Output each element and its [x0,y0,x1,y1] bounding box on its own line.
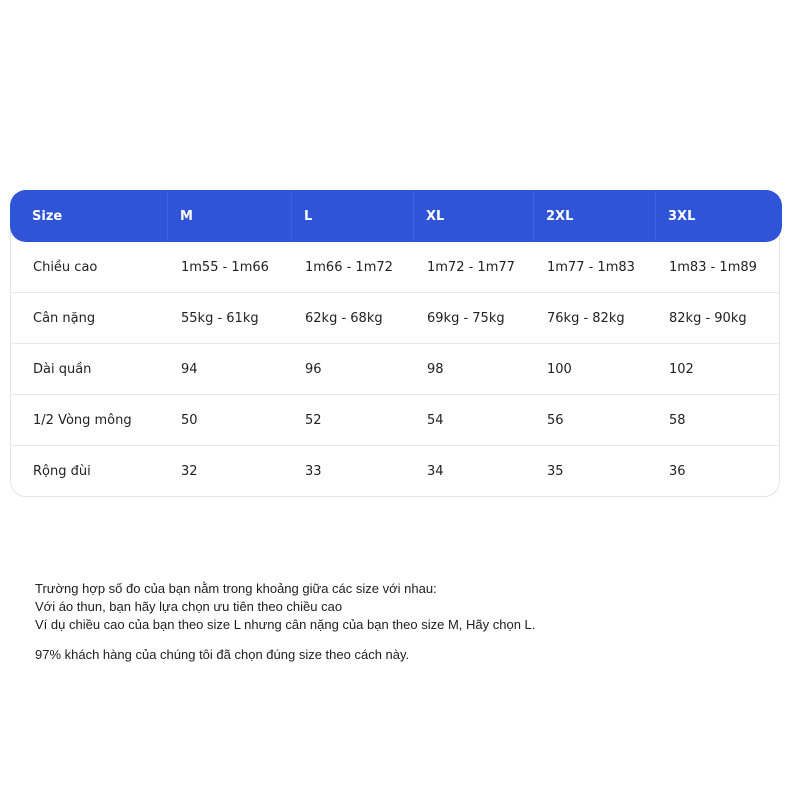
table-cell: 32 [181,464,198,479]
table-cell: 54 [427,412,444,428]
header-cell-2xl: 2XL [534,190,656,242]
table-cell: 36 [669,464,686,479]
table-cell: 1m66 - 1m72 [305,259,393,275]
table-cell: 1m72 - 1m77 [427,259,515,275]
size-advice-notes [35,580,755,664]
table-cell: 50 [181,412,198,428]
row-label: Dài quần [33,361,92,377]
table-cell: 55kg - 61kg [181,310,259,326]
table-cell: 100 [547,361,572,377]
table-cell: 58 [669,412,686,428]
table-cell: 96 [305,361,322,377]
table-cell: 82kg - 90kg [669,310,747,326]
table-cell: 1m83 - 1m89 [669,259,757,275]
table-cell: 94 [181,361,198,377]
header-cell-xl: XL [414,190,534,242]
advice-line: Ví dụ chiều cao của bạn theo size L nhưng cân nặng của bạn theo size M, Hãy chọn L. [35,617,536,632]
row-label: Cân nặng [33,310,96,326]
table-row-height [11,242,779,293]
table-cell: 56 [547,412,564,428]
table-row-half-hip [11,395,779,446]
table-row-pants-length [11,344,779,395]
table-cell: 98 [427,361,444,377]
header-cell-3xl: 3XL [668,208,696,224]
table-cell: 34 [427,464,444,479]
table-cell: 69kg - 75kg [427,310,505,326]
table-cell: 52 [305,412,322,428]
advice-line: Trường hợp số đo của bạn nằm trong khoảng giữa các size với nhau: [35,581,437,596]
table-cell: 102 [669,361,694,377]
advice-paragraph [35,580,755,634]
customer-stat-paragraph [35,646,755,664]
table-header-row [10,190,782,242]
header-cell-m: M [168,190,292,242]
header-cell-l: L [292,190,414,242]
row-label: Chiều cao [33,259,98,275]
advice-line: Với áo thun, bạn hãy lựa chọn ưu tiên theo chiều cao [35,599,343,614]
table-row-weight [11,293,779,344]
table-cell: 1m55 - 1m66 [181,259,269,275]
size-chart-table [10,190,780,497]
header-cell-size: Size [10,190,168,242]
row-label: Rộng đùi [33,464,91,479]
table-row-thigh-width [11,446,779,497]
table-cell: 1m77 - 1m83 [547,259,635,275]
table-cell: 35 [547,464,564,479]
table-cell: 33 [305,464,322,479]
customer-stat-line: 97% khách hàng của chúng tôi đã chọn đúng size theo cách này. [35,647,410,662]
table-cell: 76kg - 82kg [547,310,625,326]
table-cell: 62kg - 68kg [305,310,383,326]
row-label: 1/2 Vòng mông [33,412,132,428]
